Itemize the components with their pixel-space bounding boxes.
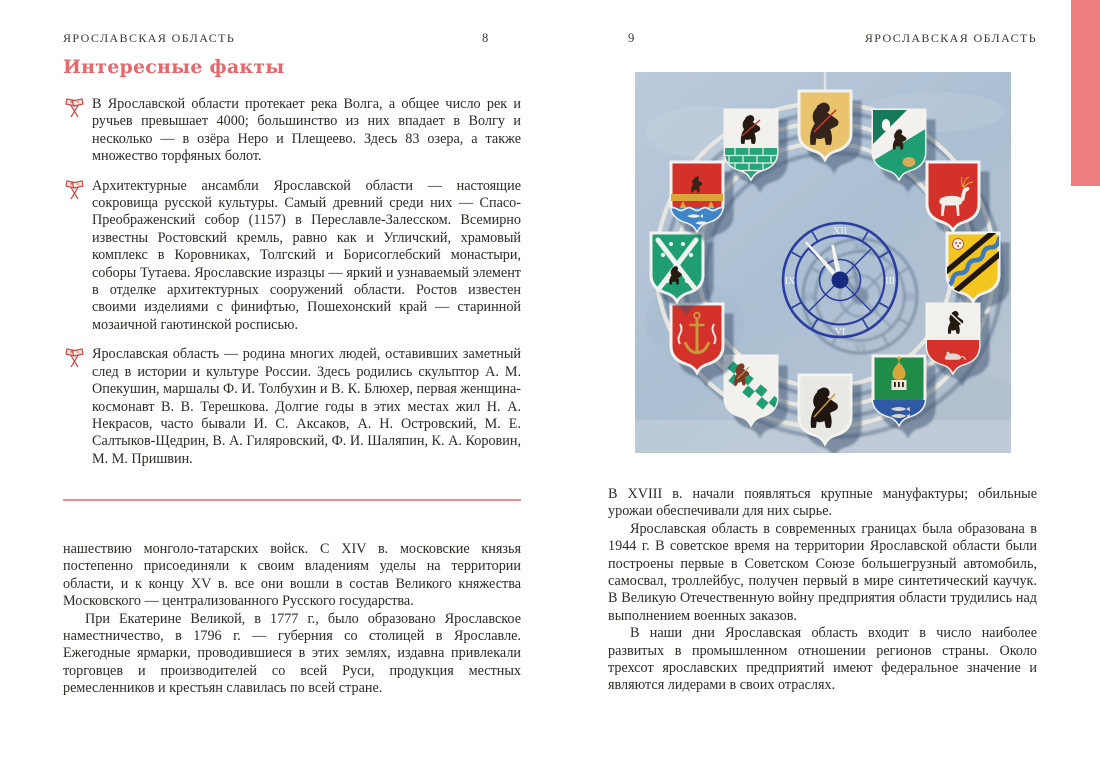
crest-bear-on-silver [799,375,851,444]
fact-item [63,178,521,335]
paragraph: Ярославская область в современных границах была образована в 1944 г. В советское время на территории Ярославской области были построены первые в Советском Союзе большегрузный автомобиль, самосвал, троллейбус, получен первый в мире синтетический каучук. В Великую Отечественную войну предприятия области трудились над выполнением военных заказов. [608,520,1037,624]
crest-saltire-on-green [651,233,703,302]
page-number-right: 9 [628,31,635,45]
page-number-left: 8 [482,31,489,45]
running-head-right: ЯРОСЛАВСКАЯ ОБЛАСТЬ [864,31,1037,45]
numeral-9: IX [784,276,796,287]
paragraph: При Екатерине Великой, в 1777 г., было образовано Ярославское наместничество, в 1796 г. — губерния со столицей в Ярославле. Ежегодные ярмарки, проводившиеся в этих землях, издавна привлекали торговцев и производителей со всей Руси, продукция местных ремесленников и крестьян славилась по всей стране. [63,610,521,697]
fact-text: Архитектурные ансамбли Ярославской области — настоящие сокровища русской культуры. Самый древний среди них — Спасо-Преображенский собор (1157) в Переславле-Залесском. Всемирно известны Ростовский кремль, равно как и Угличский, храмовый комплекс в Коровниках, Толгский и Борисоглебский монастыри, соборы Тутаева. Ярославские изразцы — яркий и узнаваемый элемент в отделке архитектурных сооружений области. Ростов известен своими изделиями с финифтью, Пошехонский край — старинной мозаичной гаютинской росписью. [92,177,521,333]
section-title: Интересные факты [63,56,285,78]
crest-bear-on-gold [799,91,851,160]
facts-list [63,96,521,480]
numeral-3: III [885,276,895,287]
crossed-flags-icon [63,97,86,118]
paragraph: В наши дни Ярославская область входит в число наиболее развитых в промышленном отношении регионов страны. Около трехсот ярославских предприятий имеют федеральное значение и являются лидерами в своих отраслях. [608,625,1037,694]
crossed-flags-icon [63,179,86,200]
running-head-left: ЯРОСЛАВСКАЯ ОБЛАСТЬ [63,31,236,45]
paragraph: нашествию монголо-татарских войск. С XIV в. московские князья постепенно присоединяли к своим владениям уделы на территории области, и к концу XV в. все они вошли в состав Великого княжества Московского — централизованного Русского государства. [63,541,521,610]
right-page-body [608,486,1037,695]
fact-text: В Ярославской области протекает река Волга, а общее число рек и ручьев превышает 4000; большинство из них впадает в Волгу и несколько — в озёра Неро и Плещеево. Здесь 83 озера, а также множество торфяных болот. [92,96,521,165]
crossed-flags-icon [63,347,86,368]
paragraph: В XVIII в. начали появляться крупные мануфактуры; обильные урожаи обеспечивали для них сырье. [608,486,1037,520]
numeral-12: XII [833,226,847,237]
clock-hub [832,272,849,289]
left-page-body [63,541,521,698]
fact-item [63,346,521,468]
crest-anchor-on-red [671,304,723,373]
numeral-6: VI [834,327,846,338]
crest-deer-on-red [927,162,979,231]
fact-item [63,96,521,166]
bookmark-tab [1071,0,1100,186]
fact-text: Ярославская область — родина многих людей, оставивших заметный след в истории и культуре России. Здесь родились скульптор А. М. Опекушин, маршалы Ф. И. Толбухин и В. К. Блюхер, первая женщина-космонавт В. В. Терешкова. Долгие годы в этих местах жил Н. А. Некрасов, часто бывали И. С. Аксаков, А. Н. Островский, М. Е. Салтыков-Щедрин, В. А. Гиляровский, Ф. И. Шаляпин, К. А. Коровин, М. М. Пришвин. [92,346,521,467]
section-divider [63,499,521,501]
clock-crests-photo [635,72,1011,453]
